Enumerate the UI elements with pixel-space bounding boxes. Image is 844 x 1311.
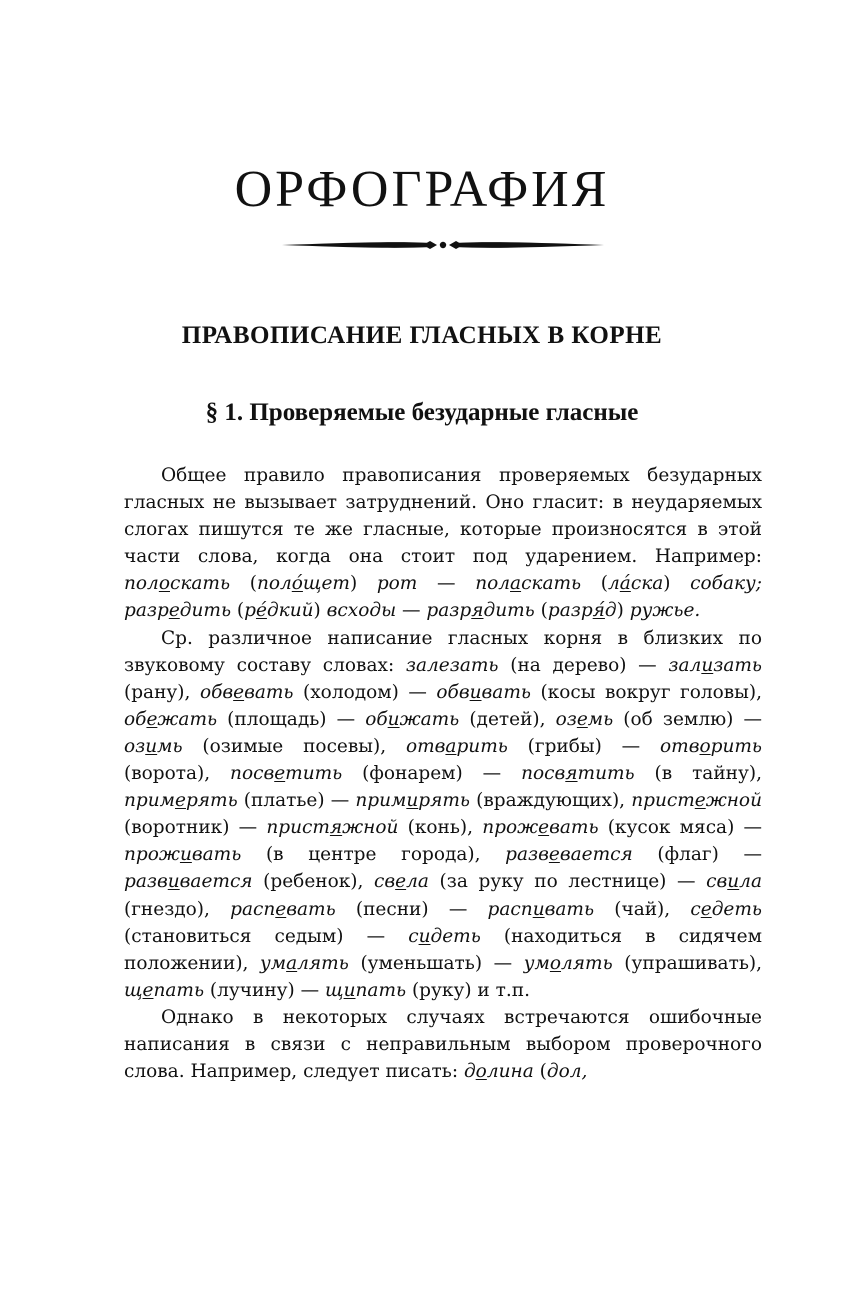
text-run: (детей), [459,708,556,730]
example-word: ла [739,871,762,893]
text-run: ( [581,573,609,595]
example-word: св [374,871,396,893]
example-word: расп [230,898,276,920]
checked-vowel: я́ [592,600,605,622]
example-word: дкий [266,600,314,622]
checked-vowel: и [179,844,192,866]
example-word: прим [355,790,407,812]
example-word: вать [544,898,595,920]
example-word: мь [587,708,614,730]
text-run: (платье) — [237,790,356,812]
checked-vowel: é [255,600,267,622]
text-run: (становиться седым) — [124,925,409,947]
checked-vowel: е [142,979,154,1001]
example-word: вается [179,871,253,893]
example-word: рять [185,790,238,812]
text-run: (уменьшать) — [348,952,524,974]
example-word: рить [710,735,762,757]
body-text [124,462,762,1085]
paragraph [124,1004,762,1085]
text-run: ) [616,600,630,622]
example-word: дить [483,600,535,622]
example-word: ска [630,573,664,595]
text-run: (ворота), [124,763,231,785]
example-word: тить [285,763,343,785]
checked-vowel: я [329,817,343,839]
example-word: вать [244,681,294,703]
text-run: ( [533,1061,547,1083]
example-word: обв [199,681,234,703]
example-word: лина [486,1061,534,1083]
checked-vowel: ó [291,573,303,595]
text-run: ) [349,573,377,595]
example-word: разв [505,844,549,866]
checked-vowel: и [343,979,356,1001]
text-run: (песни) — [335,898,488,920]
example-word: щ [325,979,344,1001]
example-word: пол [124,573,159,595]
text-run: ) [313,600,327,622]
example-word: скать [169,573,231,595]
example-word: оз [555,708,577,730]
example-word: вать [481,681,531,703]
example-word: ум [260,952,287,974]
example-word: жать [157,708,218,730]
example-word: вать [549,817,599,839]
text-run: ) [663,573,691,595]
main-title: ОРФОГРАФИЯ [234,161,610,218]
example-word: собаку; разр [124,573,763,622]
example-word: всходы [326,600,397,622]
section-title: ПРАВОПИСАНИЕ ГЛАСНЫХ В КОРНЕ [181,322,663,349]
text-run: (враждующих), [469,790,632,812]
decorative-rule-icon [282,236,604,254]
checked-vowel: е [576,708,588,730]
text-run: (ребенок), [252,871,375,893]
example-word: прист [266,817,330,839]
text-run: (кусок мяса) — [598,817,762,839]
text-run: (на дерево) — [498,654,669,676]
text-run: ( [230,573,257,595]
example-word: пать [355,979,407,1001]
example-word: зать [713,654,762,676]
checked-vowel: е [694,790,706,812]
example-word: об [365,708,388,730]
example-word: лять [297,952,349,974]
example-word: расп [487,898,533,920]
example-word: ла [406,871,429,893]
text-run: (руку) и т.п. [406,979,530,1001]
example-word: жной [705,790,762,812]
example-word: пол [256,573,292,595]
text-run: (чай), [594,898,691,920]
example-word: деть [430,925,481,947]
checked-vowel: и [167,871,180,893]
example-word: ум [523,952,550,974]
text-run: (за руку по лестнице) — [428,871,707,893]
example-word: д [604,600,617,622]
checked-vowel: о [158,573,170,595]
text-run: Ср. различное написание гласных корня в близких по звуковому составу словах: [124,627,762,676]
checked-vowel: а [510,573,522,595]
checked-vowel: е [700,898,712,920]
text-run: (воротник) — [124,817,267,839]
example-word: л [608,573,620,595]
example-word: щ [124,979,143,1001]
example-word: рить [456,735,508,757]
checked-vowel: и [532,898,545,920]
example-word: обв [436,681,470,703]
example-word: об [124,708,147,730]
example-word: рот [376,573,418,595]
checked-vowel: е [175,790,186,812]
example-word: разр [426,600,472,622]
checked-vowel: и [727,871,740,893]
text-run: (лучину) — [204,979,326,1001]
text-run: ( [231,600,245,622]
checked-vowel: и [418,925,431,947]
example-word: посв [521,763,566,785]
example-word: с [408,925,419,947]
text-run: (площадь) — [217,708,366,730]
text-run: (упрашивать), [612,952,762,974]
text-run: (холодом) — [293,681,437,703]
text-run: (в тайну), [634,763,762,785]
paragraph-title: § 1. Проверяемые безударные гласные [205,399,639,426]
checked-vowel: е [233,681,245,703]
example-word: залезать [405,654,499,676]
checked-vowel: о [549,952,562,974]
checked-vowel: о [699,735,711,757]
text-run: (фонарем) — [342,763,522,785]
example-word: вать [191,844,242,866]
text-run: (рану), [124,681,200,703]
example-word: тить [577,763,635,785]
example-word: деть [711,898,762,920]
example-word: зал [668,654,702,676]
example-word: прим [124,790,176,812]
example-word: с [690,898,701,920]
checked-vowel: á [619,573,631,595]
checked-vowel: е [395,871,407,893]
example-word: щет [302,573,350,595]
checked-vowel: и [145,735,158,757]
checked-vowel: и [469,681,482,703]
checked-vowel: е [548,844,560,866]
checked-vowel: е [538,817,550,839]
example-word: д [463,1061,476,1083]
example-word: прож [124,844,180,866]
checked-vowel: е [146,708,158,730]
text-run: Общее правило правописания проверяемых безударных гласных не вызывает затруднений. Оно гласит: в неударяемых слогах пишутся те же гласные, которые произносятся в этой части слова, когда она стоит под ударением. Например: [124,465,762,568]
example-word: вается [559,844,633,866]
text-run: (об землю) — [613,708,762,730]
checked-vowel: и [701,654,714,676]
text-run: (озимые посевы), [182,735,406,757]
text-run: (грибы) — [507,735,661,757]
example-word: жной [342,817,399,839]
text-run: (в центре города), [241,844,506,866]
example-word: р [244,600,256,622]
checked-vowel: о [475,1061,487,1083]
text-run: ( [534,600,548,622]
example-word: прож [482,817,539,839]
example-word: разр [547,600,593,622]
example-word: пать [153,979,205,1001]
example-word: прист [631,790,695,812]
example-word: посв [230,763,275,785]
example-word: разв [124,871,168,893]
example-word: пол [475,573,511,595]
text-run: (находиться в сидячем положении), [124,925,762,974]
example-word: оз [124,735,146,757]
checked-vowel: е [168,600,180,622]
example-word: дить [179,600,232,622]
text-run: (косы вокруг головы), [530,681,762,703]
text-run: (гнездо), [124,898,231,920]
example-word: вать [286,898,336,920]
checked-vowel: а [286,952,298,974]
example-word: св [706,871,728,893]
checked-vowel: и [387,708,400,730]
example-word: отв [405,735,446,757]
checked-vowel: а [445,735,457,757]
checked-vowel: и [406,790,419,812]
example-word: лять [561,952,613,974]
example-word: скать [521,573,582,595]
example-word: ружье. [629,600,701,622]
text-run: — [417,573,476,595]
example-word: жать [399,708,460,730]
example-word: отв [660,735,700,757]
example-word: рять [418,790,470,812]
text-run: (флаг) — [632,844,762,866]
checked-vowel: е [274,763,286,785]
example-word: мь [157,735,183,757]
checked-vowel: е [275,898,287,920]
text-run: (конь), [398,817,483,839]
text-run: Однако в некоторых случаях встречаются ошибочные написания в связи с неправильным выбором проверочного слова. Например, следует писать: [124,1006,762,1083]
checked-vowel: я [565,763,578,785]
text-run: — [396,600,427,622]
example-word: дол, [546,1061,588,1083]
paragraph [124,462,762,625]
paragraph [124,625,762,1004]
checked-vowel: я [471,600,484,622]
